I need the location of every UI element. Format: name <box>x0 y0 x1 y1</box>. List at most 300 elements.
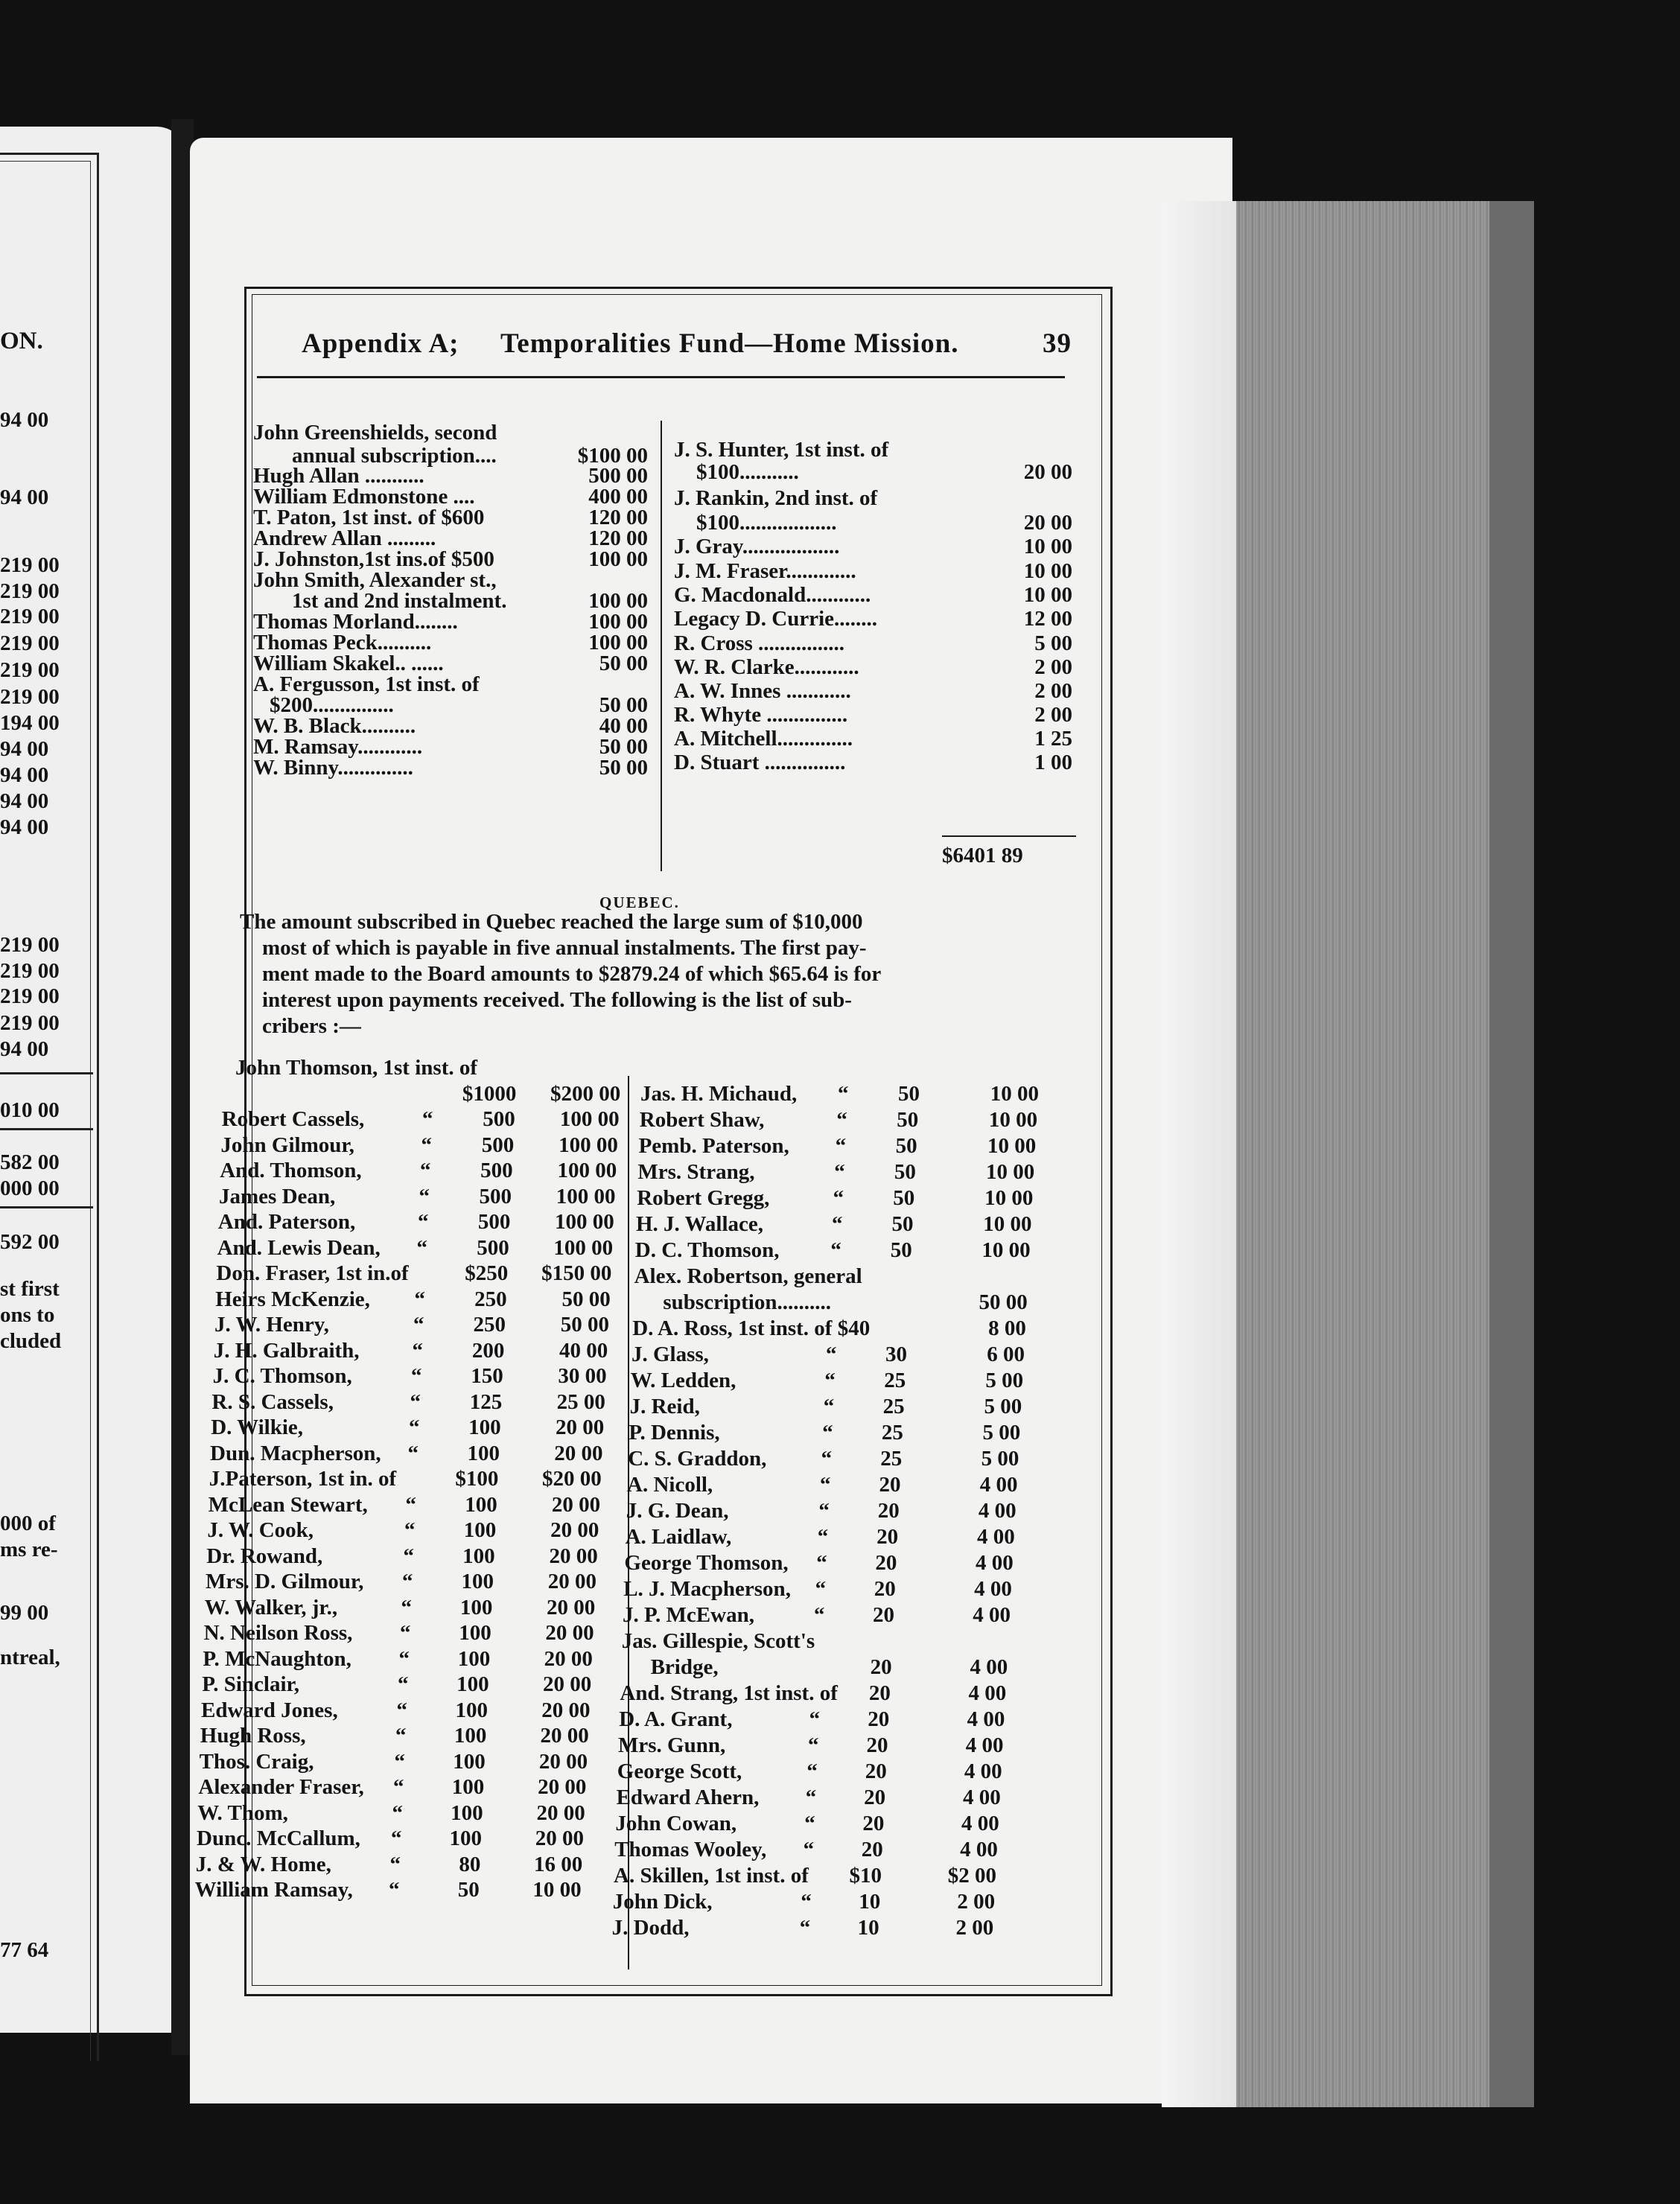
subscriber-name: Thomas Morland........ <box>253 610 458 634</box>
subscription-amount: 100 00 <box>588 631 648 654</box>
subscription-amount: 12 00 <box>1023 607 1072 631</box>
instalment-amount: 20 00 <box>540 1724 589 1748</box>
subscriber-name: P. McNaughton, <box>203 1646 351 1671</box>
left-page-line: 219 00 <box>0 959 60 983</box>
subscription-amount: 500 00 <box>588 464 648 488</box>
subscriber-name: Legacy D. Currie........ <box>674 607 878 631</box>
instalment-amount: 20 00 <box>547 1570 596 1593</box>
left-page-rule <box>0 1072 93 1074</box>
subscriber-name: Mrs. D. Gilmour, <box>206 1570 364 1593</box>
subscriber-name: J. S. Hunter, 1st inst. of <box>674 438 889 462</box>
ditto-mark: “ <box>403 1544 414 1568</box>
subscriber-name: J. & W. Home, <box>195 1852 331 1876</box>
ditto-mark: “ <box>407 1441 419 1465</box>
subscriber-name: Andrew Allan ......... <box>253 526 436 550</box>
page-number: 39 <box>1043 328 1072 359</box>
subscriber-name: W. Ledden, <box>630 1369 736 1392</box>
instalment-amount: 100 00 <box>559 1133 618 1157</box>
left-page-line: 219 00 <box>0 1011 60 1035</box>
subscriber-name: William Ramsay, <box>194 1878 353 1902</box>
ditto-mark: “ <box>804 1812 815 1835</box>
left-page-line: ntreal, <box>0 1646 60 1669</box>
subscriber-name: A. Mitchell.............. <box>674 727 853 751</box>
left-page-line: 94 00 <box>0 763 49 787</box>
subscriber-name: Alex. Robertson, general <box>634 1264 862 1288</box>
instalment-amount: 4 00 <box>979 1473 1018 1497</box>
pledge-total: 20 <box>870 1655 892 1679</box>
pledge-total: 100 <box>465 1492 497 1517</box>
subscriber-name: William Edmonstone .... <box>253 485 475 509</box>
instalment-amount: 20 00 <box>542 1672 592 1696</box>
instalment-amount: 10 00 <box>983 1212 1032 1236</box>
instalment-amount: 50 00 <box>979 1290 1028 1314</box>
instalment-amount: 100 00 <box>553 1235 614 1260</box>
ditto-mark: “ <box>821 1447 833 1471</box>
instalment-amount: 10 00 <box>984 1186 1034 1210</box>
instalment-amount: 10 00 <box>532 1878 582 1902</box>
pledge-total: 500 <box>481 1133 515 1157</box>
left-page-line: 219 00 <box>0 631 60 655</box>
instalment-amount: 20 00 <box>550 1518 599 1542</box>
instalment-amount: 25 00 <box>556 1389 605 1414</box>
subscriber-name: J. C. Thomson, <box>212 1364 352 1388</box>
subscriber-name: John Cowan, <box>615 1812 737 1835</box>
subscriber-name: John Thomson, 1st inst. of <box>235 1056 478 1080</box>
instalment-amount: 5 00 <box>982 1421 1021 1445</box>
subscriber-name: And. Paterson, <box>217 1210 356 1234</box>
subscriber-name: Edward Jones, <box>201 1698 338 1722</box>
left-page-line: 582 00 <box>0 1150 60 1174</box>
pledge-total: 125 <box>469 1389 503 1414</box>
pledge-total: 50 <box>897 1108 919 1132</box>
subscriber-name: W. Thom, <box>197 1800 288 1825</box>
subscriber-name: George Thomson, <box>624 1551 789 1575</box>
left-page-line: 000 00 <box>0 1176 60 1200</box>
left-page-rule <box>0 1128 93 1130</box>
pledge-total: 100 <box>457 1646 491 1671</box>
instalment-amount: 20 00 <box>538 1775 587 1799</box>
subscriber-name: W. B. Black.......... <box>253 714 416 738</box>
subscriber-name: P. Sinclair, <box>202 1672 299 1696</box>
instalment-amount: 20 00 <box>538 1749 588 1774</box>
subscriber-name: H. J. Wallace, <box>636 1212 764 1236</box>
subscriber-name: John Smith, Alexander st., <box>253 568 497 592</box>
subscriber-name: Hugh Allan ........... <box>253 464 424 488</box>
ditto-mark: “ <box>394 1749 405 1774</box>
pledge-total: 500 <box>480 1159 513 1182</box>
subscriber-name: A. Laidlaw, <box>625 1525 732 1549</box>
pledge-total: 20 <box>861 1838 883 1861</box>
ditto-mark: “ <box>413 1313 424 1337</box>
subscription-amount: 50 00 <box>599 735 648 759</box>
pledge-total: 100 <box>461 1570 494 1593</box>
left-page-line: 219 00 <box>0 933 60 957</box>
subscriber-name: $100........... <box>696 460 799 484</box>
subscriber-name: A. Nicoll, <box>627 1473 713 1497</box>
pledge-total: 50 <box>894 1160 916 1184</box>
ditto-mark: “ <box>405 1492 416 1517</box>
subscriber-name: R. S. Cassels, <box>211 1389 334 1414</box>
ditto-mark: “ <box>404 1518 416 1542</box>
book-page-edges <box>1221 201 1519 2107</box>
subscriber-name: J.Paterson, 1st in. of <box>209 1467 397 1491</box>
instalment-amount: 20 00 <box>536 1800 585 1825</box>
subscriber-name: Pemb. Paterson, <box>638 1134 789 1158</box>
pledge-total: $250 <box>465 1261 509 1285</box>
pledge-total: 80 <box>459 1852 481 1876</box>
pledge-total: 50 <box>457 1878 480 1902</box>
ditto-mark: “ <box>395 1724 407 1748</box>
ditto-mark: “ <box>824 1369 836 1392</box>
ditto-mark: “ <box>816 1551 827 1575</box>
paragraph-line: The amount subscribed in Quebec reached the large sum of $10,000 <box>240 910 863 934</box>
instalment-amount: $200 00 <box>550 1081 621 1106</box>
instalment-amount: $20 00 <box>542 1467 602 1491</box>
instalment-amount: 20 00 <box>544 1646 593 1671</box>
ditto-mark: “ <box>389 1852 401 1876</box>
instalment-amount: 100 00 <box>559 1107 620 1131</box>
left-heading: ON. <box>0 328 43 354</box>
header-title: Temporalities Fund—Home Mission. <box>500 328 959 359</box>
instalment-amount: 16 00 <box>534 1852 583 1876</box>
pledge-total: 20 <box>876 1525 899 1549</box>
instalment-amount: 100 00 <box>556 1184 616 1208</box>
pledge-total: 100 <box>451 1775 485 1799</box>
subscriber-name: D. C. Thomson, <box>634 1238 780 1262</box>
instalment-amount: 100 00 <box>555 1210 614 1234</box>
header-rule <box>257 376 1065 378</box>
ditto-mark: “ <box>396 1698 407 1722</box>
subscriber-name: And. Strang, 1st inst. of <box>620 1681 838 1705</box>
pledge-total: 20 <box>868 1707 890 1731</box>
instalment-amount: 4 00 <box>962 1786 1001 1809</box>
subscription-amount: 20 00 <box>1023 460 1072 484</box>
left-page-line: cluded <box>0 1329 62 1353</box>
ditto-mark: “ <box>414 1287 425 1311</box>
left-page-line: 219 00 <box>0 685 60 709</box>
header-appendix: Appendix A; <box>302 328 459 359</box>
subscription-amount: 1 00 <box>1034 751 1072 774</box>
subscriber-name: A. Skillen, 1st inst. of <box>614 1864 809 1888</box>
left-page-line: 94 00 <box>0 408 49 432</box>
pledge-total: 100 <box>455 1698 488 1722</box>
instalment-amount: 4 00 <box>964 1759 1002 1783</box>
subscriber-name: John Gilmour, <box>220 1133 354 1157</box>
instalment-amount: 20 00 <box>535 1826 584 1850</box>
subscriber-name: Don. Fraser, 1st in.of <box>216 1261 409 1285</box>
subscription-amount: 120 00 <box>588 526 648 550</box>
pledge-total: 10 <box>859 1890 881 1914</box>
left-page-line: 194 00 <box>0 711 60 735</box>
left-page-line: 94 00 <box>0 815 49 839</box>
instalment-amount: 20 00 <box>551 1492 601 1517</box>
instalment-amount: 4 00 <box>978 1499 1016 1523</box>
left-page-line: 94 00 <box>0 485 49 509</box>
instalment-amount: 100 00 <box>557 1159 617 1182</box>
left-page-line: 94 00 <box>0 1037 49 1061</box>
ditto-mark: “ <box>799 1916 811 1940</box>
left-page-line: 219 00 <box>0 658 60 682</box>
pledge-total: 500 <box>479 1184 512 1208</box>
subscription-amount: 2 00 <box>1034 703 1072 727</box>
instalment-amount: 20 00 <box>549 1544 598 1568</box>
pledge-total: 50 <box>890 1238 912 1262</box>
pledge-total: 10 <box>857 1916 879 1940</box>
subscription-amount: 100 00 <box>588 589 648 613</box>
subscriber-name: $200............... <box>270 693 394 717</box>
left-page-line: 77 64 <box>0 1938 49 1962</box>
ditto-mark: “ <box>410 1389 421 1414</box>
subscriber-name: 1st and 2nd instalment. <box>292 589 507 613</box>
ditto-mark: “ <box>814 1603 825 1627</box>
total-rule <box>942 835 1076 837</box>
ditto-mark: “ <box>420 1159 431 1182</box>
pledge-total: 100 <box>449 1826 482 1850</box>
pledge-total: 20 <box>866 1733 888 1757</box>
subscription-amount: 400 00 <box>588 485 648 509</box>
pledge-total: 100 <box>459 1595 493 1619</box>
pledge-total: 20 <box>865 1759 887 1783</box>
subscriber-name: Heirs McKenzie, <box>215 1287 370 1311</box>
subscriber-name: Mrs. Gunn, <box>618 1733 726 1757</box>
top-total: $6401 89 <box>942 844 1023 867</box>
instalment-amount: 40 00 <box>559 1338 608 1363</box>
subscriber-name: J. M. Fraser............. <box>674 559 856 583</box>
left-page-line: 000 of <box>0 1512 56 1535</box>
instalment-amount: 4 00 <box>976 1525 1015 1549</box>
subscriber-name: J. Reid, <box>629 1395 700 1418</box>
pledge-total: 250 <box>473 1313 506 1337</box>
subscriber-name: John Greenshields, second <box>253 421 497 445</box>
ditto-mark: “ <box>421 1133 432 1157</box>
subscriber-name: J. Dodd, <box>611 1916 690 1940</box>
ditto-mark: “ <box>398 1672 409 1696</box>
ditto-mark: “ <box>808 1733 819 1757</box>
ditto-mark: “ <box>393 1775 404 1799</box>
pledge-total: 200 <box>471 1338 505 1363</box>
pledge-total: 100 <box>468 1415 501 1439</box>
instalment-amount: 20 00 <box>554 1441 603 1465</box>
subscriber-name: J. P. McEwan, <box>623 1603 754 1627</box>
subscriber-name: Robert Shaw, <box>639 1108 765 1132</box>
subscriber-name: J. W. Henry, <box>214 1313 329 1337</box>
pledge-total: 500 <box>477 1235 509 1260</box>
left-page-line: 219 00 <box>0 553 60 577</box>
subscription-amount: 40 00 <box>599 714 648 738</box>
subscriber-name: George Scott, <box>617 1759 742 1783</box>
subscription-amount: 120 00 <box>588 506 648 529</box>
instalment-amount: 6 00 <box>987 1343 1025 1366</box>
instalment-amount: 4 00 <box>973 1603 1011 1627</box>
pledge-total: 250 <box>474 1287 507 1311</box>
subscriber-name: Dr. Rowand, <box>206 1544 323 1568</box>
pledge-total: 20 <box>874 1577 896 1601</box>
ditto-mark: “ <box>389 1878 400 1902</box>
subscriber-name: P. Dennis, <box>629 1421 720 1445</box>
paragraph-line: ment made to the Board amounts to $2879.24 of which $65.64 is for <box>262 962 882 986</box>
subscriber-name: J. Glass, <box>631 1343 709 1366</box>
ditto-mark: “ <box>835 1134 847 1158</box>
left-page-rule <box>0 1206 93 1208</box>
ditto-mark: “ <box>820 1473 831 1497</box>
subscriber-name: W. Binny.............. <box>253 756 413 780</box>
ditto-mark: “ <box>806 1759 818 1783</box>
pledge-total: 100 <box>453 1749 486 1774</box>
subscriber-name: subscription.......... <box>663 1290 831 1314</box>
ditto-mark: “ <box>823 1395 835 1418</box>
ditto-mark: “ <box>817 1525 829 1549</box>
pledge-total: 20 <box>862 1812 885 1835</box>
subscriber-name: J. Rankin, 2nd inst. of <box>674 486 878 510</box>
subscriber-name: Robert Cassels, <box>221 1107 365 1131</box>
subscriber-name: James Dean, <box>219 1184 336 1208</box>
left-page-line: 219 00 <box>0 605 60 628</box>
ditto-mark: “ <box>401 1595 412 1619</box>
ditto-mark: “ <box>805 1786 817 1809</box>
pledge-total: 20 <box>864 1786 886 1809</box>
subscriber-name: D. Wilkie, <box>211 1415 304 1439</box>
subscriber-name: $100.................. <box>696 511 837 535</box>
pledge-total: 500 <box>483 1107 515 1131</box>
subscriber-name: D. Stuart ............... <box>674 751 846 774</box>
subscriber-name: J. G. Dean, <box>626 1499 729 1523</box>
left-page-line: ms re- <box>0 1538 58 1561</box>
pledge-total: 25 <box>880 1447 903 1471</box>
left-page-line: 94 00 <box>0 789 49 813</box>
ditto-mark: “ <box>392 1800 403 1825</box>
subscription-amount: 2 00 <box>1034 655 1072 679</box>
ditto-mark: “ <box>803 1838 815 1861</box>
instalment-amount: 4 00 <box>967 1707 1005 1731</box>
ditto-mark: “ <box>809 1707 821 1731</box>
subscription-amount: 1 25 <box>1034 727 1072 751</box>
left-page-line: 592 00 <box>0 1230 60 1254</box>
left-page-line: ons to <box>0 1303 55 1327</box>
instalment-amount: 10 00 <box>987 1134 1037 1158</box>
quebec-heading: QUEBEC. <box>599 894 680 911</box>
ditto-mark: “ <box>411 1364 422 1388</box>
ditto-mark: “ <box>409 1415 420 1439</box>
subscriber-name: M. Ramsay............ <box>253 735 423 759</box>
instalment-amount: 5 00 <box>984 1395 1022 1418</box>
subscription-amount: 100 00 <box>588 547 648 571</box>
subscriber-name: Alexander Fraser, <box>198 1775 364 1799</box>
pledge-total: 20 <box>868 1681 891 1705</box>
ditto-mark: “ <box>818 1499 830 1523</box>
subscriber-name: Thomas Peck.......... <box>253 631 432 654</box>
bottom-column-divider <box>628 1076 629 1969</box>
ditto-mark: “ <box>833 1186 844 1210</box>
left-page-line: st first <box>0 1277 60 1301</box>
subscriber-name: A. Fergusson, 1st inst. of <box>253 672 480 696</box>
subscription-amount: $100 00 <box>577 444 648 468</box>
subscriber-name: McLean Stewart, <box>208 1492 368 1517</box>
pledge-total: 20 <box>873 1603 894 1627</box>
pledge-total: 50 <box>898 1082 920 1106</box>
pledge-total: 100 <box>467 1441 500 1465</box>
subscriber-name: D. A. Grant, <box>619 1707 733 1731</box>
ditto-mark: “ <box>391 1826 402 1850</box>
subscriber-name: J. Gray.................. <box>674 535 840 558</box>
ditto-mark: “ <box>815 1577 827 1601</box>
pledge-total: 30 <box>885 1343 907 1366</box>
pledge-total: 20 <box>877 1499 900 1523</box>
subscriber-name: R. Cross ................ <box>674 631 845 655</box>
instalment-amount: 10 00 <box>988 1108 1038 1132</box>
left-page-line: 219 00 <box>0 984 60 1008</box>
instalment-amount: 10 00 <box>990 1082 1039 1106</box>
instalment-amount: 10 00 <box>986 1160 1035 1184</box>
subscriber-name: J. Johnston,1st ins.of $500 <box>253 547 494 571</box>
pledge-total: $10 <box>849 1864 882 1888</box>
subscriber-name: T. Paton, 1st inst. of $600 <box>253 506 485 529</box>
subscriber-name: Bridge, <box>650 1655 719 1679</box>
subscriber-name: annual subscription.... <box>292 444 497 468</box>
ditto-mark: “ <box>826 1343 837 1366</box>
left-page-line: 99 00 <box>0 1601 49 1625</box>
instalment-amount: $150 00 <box>541 1261 612 1285</box>
subscription-amount: 50 00 <box>599 652 648 675</box>
instalment-amount: 20 00 <box>547 1595 596 1619</box>
subscriber-name: L. J. Macpherson, <box>623 1577 791 1601</box>
page-edge <box>1162 201 1236 2107</box>
instalment-amount: 20 00 <box>545 1621 594 1645</box>
instalment-amount: 4 00 <box>974 1577 1012 1601</box>
subscriber-name: Jas. Gillespie, Scott's <box>621 1629 815 1653</box>
subscriber-name: Mrs. Strang, <box>637 1160 755 1184</box>
subscriber-name: Dunc. McCallum, <box>197 1826 360 1850</box>
instalment-amount: 2 00 <box>955 1916 994 1940</box>
pledge-total: 20 <box>875 1551 897 1575</box>
instalment-amount: 5 00 <box>981 1447 1019 1471</box>
pledge-total: 100 <box>462 1544 495 1568</box>
subscriber-name: R. Whyte ............... <box>674 703 848 727</box>
subscriber-name: Robert Gregg, <box>637 1186 770 1210</box>
subscriber-name: J. W. Cook, <box>207 1518 314 1542</box>
top-column-divider <box>661 421 662 871</box>
left-page-line: 94 00 <box>0 737 49 761</box>
subscription-amount: 20 00 <box>1023 511 1072 535</box>
instalment-amount: $2 00 <box>947 1864 996 1888</box>
subscription-amount: 10 00 <box>1023 559 1072 583</box>
subscriber-name: And. Lewis Dean, <box>217 1235 381 1260</box>
subscription-amount: 50 00 <box>599 756 648 780</box>
subscriber-name: And. Thomson, <box>220 1159 362 1182</box>
book-edge-shadow <box>1489 201 1534 2107</box>
subscriber-name: William Skakel.. ...... <box>253 652 444 675</box>
subscription-amount: 100 00 <box>588 610 648 634</box>
instalment-amount: 10 00 <box>981 1238 1031 1262</box>
subscriber-name: Edward Ahern, <box>616 1786 760 1809</box>
ditto-mark: “ <box>412 1338 423 1363</box>
instalment-amount: 4 00 <box>961 1812 999 1835</box>
pledge-total: 150 <box>471 1364 503 1388</box>
instalment-amount: 4 00 <box>976 1551 1014 1575</box>
subscription-amount: 5 00 <box>1034 631 1072 655</box>
pledge-total: 25 <box>881 1421 903 1445</box>
subscriber-name: Thos. Craig, <box>199 1749 314 1774</box>
ditto-mark: “ <box>418 1210 429 1234</box>
instalment-amount: 2 00 <box>957 1890 996 1914</box>
subscription-amount: 50 00 <box>599 693 648 717</box>
ditto-mark: “ <box>838 1082 849 1106</box>
ditto-mark: “ <box>422 1107 433 1131</box>
pledge-total: $1000 <box>462 1081 517 1106</box>
ditto-mark: “ <box>830 1238 841 1262</box>
ditto-mark: “ <box>400 1621 411 1645</box>
instalment-amount: 4 00 <box>968 1681 1007 1705</box>
ditto-mark: “ <box>832 1212 843 1236</box>
